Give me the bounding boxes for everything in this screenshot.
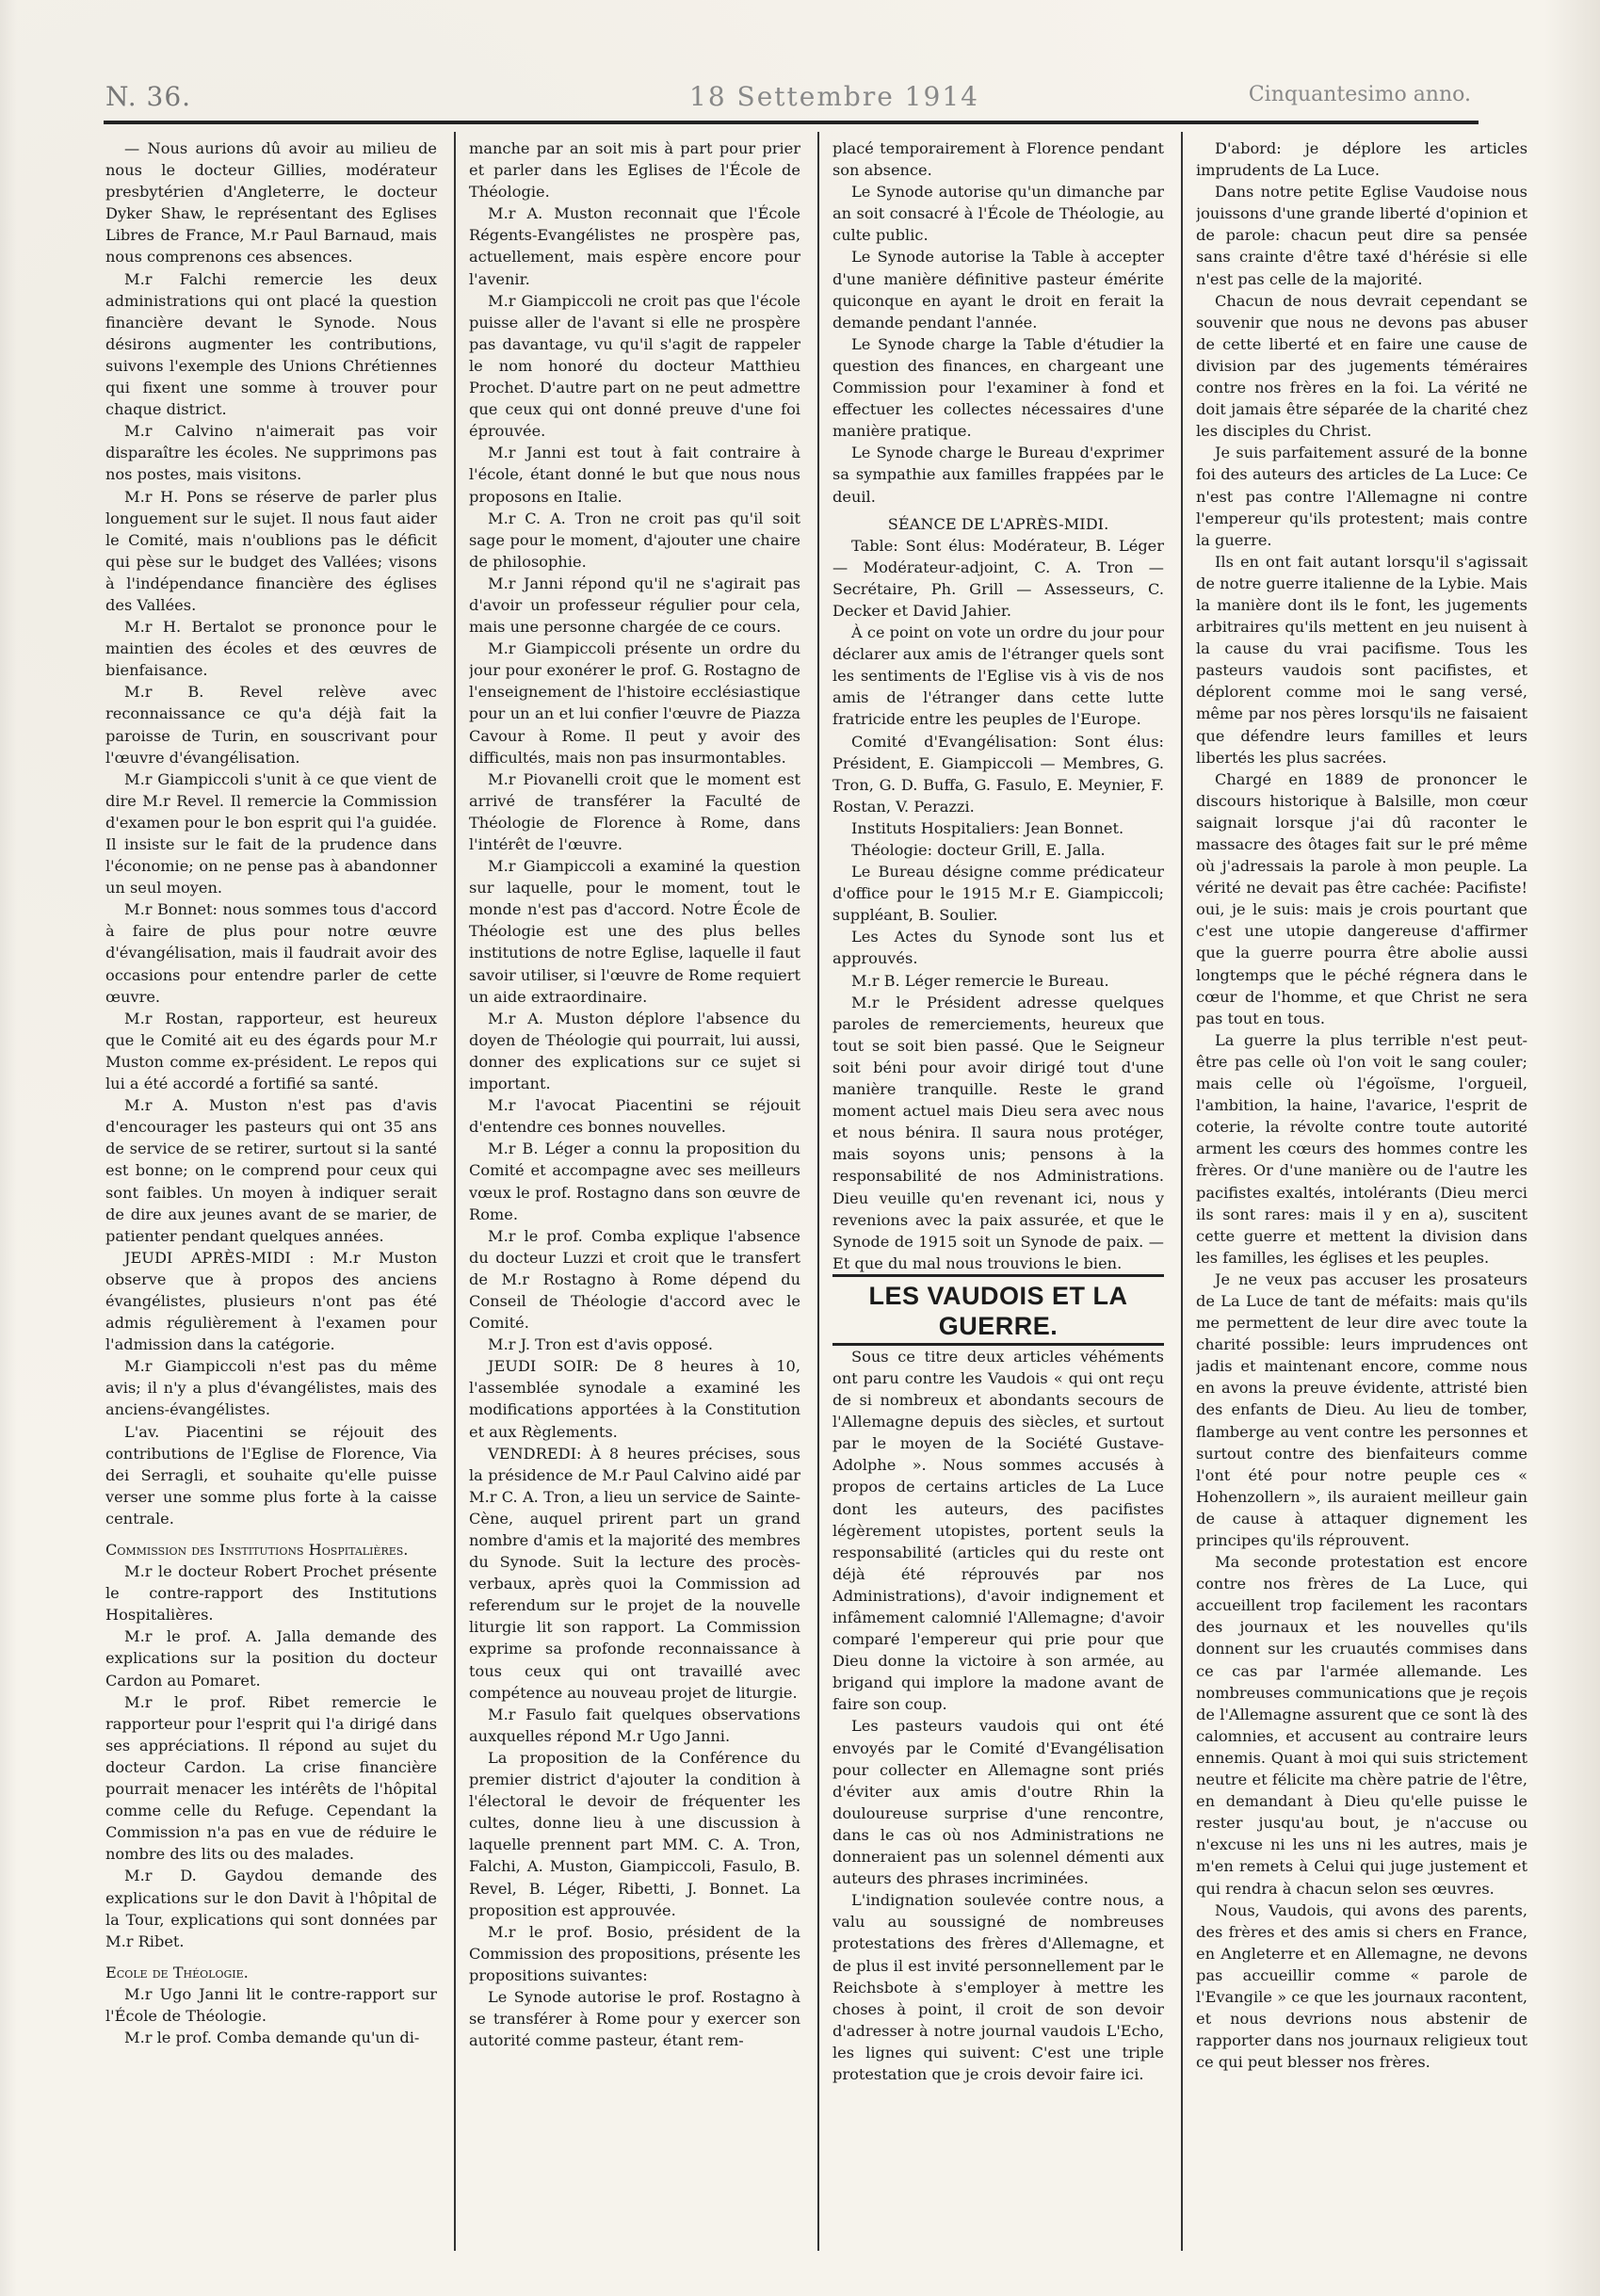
paragraph: M.r le prof. A. Jalla demande des explications sur la position du docteur Cardon au Pomaret. bbox=[105, 1627, 437, 1690]
paragraph: M.r A. Muston reconnait que l'École Régents-Evangélistes ne prospère pas, actuellement, mais espère encore pour l'avenir. bbox=[469, 204, 800, 288]
paragraph: M.r H. Pons se réserve de parler plus longuement sur le sujet. Il nous faut aider le Comité, mais n'oublions pas le déficit qui pèse sur le budget des Vallées; visons à l'indépendance financière des églises des Vallées. bbox=[105, 487, 437, 614]
paragraph: M.r B. Léger a connu la proposition du Comité et accompagne avec ses meilleurs vœux le prof. Rostagno dans son œuvre de Rome. bbox=[469, 1140, 800, 1223]
paragraph: D'abord: je déplore les articles imprudents de La Luce. bbox=[1196, 139, 1527, 180]
paragraph: Les Actes du Synode sont lus et approuvés. bbox=[832, 928, 1164, 968]
paragraph: M.r A. Muston déplore l'absence du doyen de Théologie qui pourrait, lui aussi, donner des explications sur ce sujet si important. bbox=[469, 1009, 800, 1093]
paragraph: M.r Giampiccoli s'unit à ce que vient de dire M.r Revel. Il remercie la Commission d'examen pour le bon esprit qui l'a guidée. Il insiste sur le fait de la prudence dans l'économie; on ne pense pas à abandonner un seul moyen. bbox=[105, 769, 437, 897]
paragraph: — Nous aurions dû avoir au milieu de nous le docteur Gillies, modérateur presbytérien d'Angleterre, le docteur Dyker Shaw, le représentant des Eglises Libres de France, M.r Paul Barnaud, mais nous comprenons ces absences. bbox=[105, 139, 437, 267]
column-2 bbox=[469, 137, 800, 2247]
column-1 bbox=[105, 137, 437, 2247]
paragraph: La proposition de la Conférence du premier district d'ajouter la condition à l'électoral le devoir de fréquenter les cultes, donne lieu à une discussion à laquelle prennent part MM. C. A. Tron, Falchi, A. Muston, Giampiccoli, Fasulo, B. Revel, B. Léger, Ribetti, J. Bonnet. La proposition est approuvée. bbox=[469, 1748, 800, 1919]
paragraph: JEUDI SOIR: De 8 heures à 10, l'assemblée synodale a examiné les modifications apportées à la Constitution et aux Règlements. bbox=[469, 1357, 800, 1441]
paragraph: Le Synode autorise le prof. Rostagno à se transférer à Rome pour y exercer son autorité comme pasteur, étant rem- bbox=[469, 1987, 800, 2050]
paragraph: Les pasteurs vaudois qui ont été envoyés par le Comité d'Evangélisation pour collecter en Allemagne sont priés d'éviter aux amis d'outre Rhin la douloureuse surprise d'une rencontre, dans le cas où nos Administrations ne donneraient pas un solennel démenti aux auteurs des phrases incriminées. bbox=[832, 1717, 1164, 1888]
paragraph: M.r le prof. Comba demande qu'un di- bbox=[124, 2029, 420, 2047]
paragraph: M.r B. Léger remercie le Bureau. bbox=[851, 971, 1109, 990]
paragraph: M.r H. Bertalot se prononce pour le maintien des écoles et des œuvres de bienfaisance. bbox=[105, 618, 437, 680]
column-divider bbox=[817, 132, 819, 2251]
paragraph: Le Synode autorise qu'un dimanche par an soit consacré à l'École de Théologie, au culte public. bbox=[832, 183, 1164, 245]
paragraph: M.r Giampiccoli présente un ordre du jour pour exonérer le prof. G. Rostagno de l'enseignement de l'histoire ecclésiastique pour un an et lui confier l'œuvre de Piazza Cavour à Rome. Il peut y avoir des difficultés, mais non pas insurmontables. bbox=[469, 639, 800, 767]
paragraph: M.r le prof. Ribet remercie le rapporteur pour l'esprit qui l'a dirigé dans ses appréciations. Il répond au sujet du docteur Cardon. La crise financière pourrait menacer les intérêts de l'hôpital comme celle du Refuge. Cependant la Commission n'a pas en vue de réduire le nombre des lits ou des malades. bbox=[105, 1692, 437, 1864]
paragraph: Le Synode charge le Bureau d'exprimer sa sympathie aux familles frappées par le deuil. bbox=[832, 444, 1164, 506]
paragraph: Je ne veux pas accuser les prosateurs de La Luce de tant de méfaits: mais qu'ils me permettent de leur dire avec toute la charité possible: leurs imprudences ont jadis et maintenant encore, comme nous en avons la preuve évidente, attristé bien des enfants de Dieu. Au lieu de tomber, flamberge au vent contre les personnes et surtout contre des bienfaiteurs comme l'ont été pour notre peuple ces « Hohenzollern », ils auraient meilleur gain de cause à attaquer dignement les principes qu'ils réprouvent. bbox=[1196, 1269, 1527, 1549]
paragraph: M.r D. Gaydou demande des explications sur le don Davit à l'hôpital de la Tour, explications qui sont données par M.r Ribet. bbox=[105, 1867, 437, 1950]
paragraph: Théologie: docteur Grill, E. Jalla. bbox=[851, 841, 1106, 859]
paragraph: L'av. Piacentini se réjouit des contributions de l'Eglise de Florence, Via dei Serragli, et souhaite qu'elle puisse verser une somme plus forte à la caisse centrale. bbox=[105, 1422, 437, 1528]
page-edge bbox=[1544, 0, 1600, 2296]
column-4 bbox=[1196, 137, 1527, 2247]
issue-number: N. 36. bbox=[105, 81, 192, 112]
section-heading: Commission des Institutions Hospitalières. bbox=[105, 1541, 409, 1559]
paragraph: Dans notre petite Eglise Vaudoise nous jouissons d'une grande liberté d'opinion et de parole: chacun peut dire sa pensée sans crainte d'être taxé d'hérésie si elle n'est pas celle de la majorité. bbox=[1196, 183, 1527, 288]
paragraph: M.r Calvino n'aimerait pas voir disparaître les écoles. Ne supprimons pas nos postes, mais visitons. bbox=[105, 422, 437, 484]
paragraph: M.r B. Revel relève avec reconnaissance ce qu'a déjà fait la paroisse de Turin, en souscrivant pour l'œuvre d'évangélisation. bbox=[105, 683, 437, 767]
paragraph: M.r C. A. Tron ne croit pas qu'il soit sage pour le moment, d'ajouter une chaire de philosophie. bbox=[469, 509, 800, 571]
issue-date: 18 Settembre 1914 bbox=[689, 81, 979, 112]
paragraph: L'indignation soulevée contre nous, a valu au soussigné de nombreuses protestations des frères d'Allemagne, et de plus il est invité personnellement par le Reichsbote à s'employer à mettre les choses à point, il croit de son devoir d'adresser à notre journal vaudois L'Echo, les lignes qui suivent: C'est une triple protestation que je crois devoir faire ici. bbox=[832, 1891, 1164, 2083]
paragraph: M.r l'avocat Piacentini se réjouit d'entendre ces bonnes nouvelles. bbox=[469, 1096, 800, 1137]
paragraph: M.r Ugo Janni lit le contre-rapport sur l'École de Théologie. bbox=[105, 1984, 437, 2025]
paragraph: Comité d'Evangélisation: Sont élus: Président, E. Giampiccoli — Membres, G. Tron, G. D. Buffa, G. Fasulo, E. Meynier, F. Rostan, V. Perazzi. bbox=[832, 732, 1164, 816]
paragraph: placé temporairement à Florence pendant son absence. bbox=[832, 139, 1164, 180]
paragraph: M.r le docteur Robert Prochet présente le contre-rapport des Institutions Hospitalières. bbox=[105, 1562, 437, 1625]
section-heading: SÉANCE DE L'APRÈS-MIDI. bbox=[887, 514, 1109, 533]
paragraph: Table: Sont élus: Modérateur, B. Léger — Modérateur-adjoint, C. A. Tron — Secrétaire, Ph. Grill — Assesseurs, C. Decker et David Jahier. bbox=[832, 536, 1164, 620]
paragraph: La guerre la plus terrible n'est peut-être pas celle où l'on voit le sang couler; mais celle où l'égoïsme, l'orgueil, l'ambition, la haine, l'avarice, l'esprit de coterie, la révolte contre toute autorité arment les cœurs des hommes contre les frères. Or d'une manière ou de l'autre les pacifistes exaltés, intolérants (Dieu merci ils sont rares: mais il y en a), suscitent cette guerre et mettent la division dans les familles, les églises et les peuples. bbox=[1196, 1030, 1527, 1267]
paragraph: M.r A. Muston n'est pas d'avis d'encourager les pasteurs qui ont 35 ans de service de se retirer, surtout si la santé est bonne; on le comprend pour ceux qui sont faibles. Un moyen à indiquer serait de dire aux jeunes avant de se marier, de patienter pendant quelques années. bbox=[105, 1096, 437, 1245]
paragraph: M.r Giampiccoli ne croit pas que l'école puisse aller de l'avant si elle ne prospère pas davantage, vu qu'il s'agit de rappeler le nom honoré du docteur Matthieu Prochet. D'autre part on ne peut admettre que ceux qui ont donné preuve d'une foi éprouvée. bbox=[469, 291, 800, 441]
paragraph: M.r J. Tron est d'avis opposé. bbox=[488, 1335, 714, 1354]
paragraph: M.r Janni est tout à fait contraire à l'école, étant donné le but que nous nous proposons en Italie. bbox=[469, 444, 800, 506]
paragraph: Sous ce titre deux articles véhéments ont paru contre les Vaudois « qui ont reçu de si nombreux et abondants secours de l'Allemagne depuis des siècles, et surtout par le moyen de la Société Gustave-Adolphe ». Nous sommes accusés à propos de certains articles de La Luce dont les auteurs, des pacifistes légèrement utopistes, portent seuls la responsabilité (articles qui du reste ont déjà été réprouvés par nos Administrations), d'avoir indignement et infâmement calomnié l'Allemagne; d'avoir comparé l'empereur qui prie pour que Dieu donne la victoire à son armée, au brigand qui implore la madone avant de faire son coup. bbox=[832, 1347, 1164, 1714]
paragraph: M.r le Président adresse quelques paroles de remerciements, heureux que tout se soit bien passé. Que le Seigneur soit béni pour avoir dirigé tout d'une manière tranquille. Reste le grand moment actuel mais Dieu sera avec nous et nous bénira. Il saura nous protéger, mais soyons unis; pensons à la responsabilité de nos Administrations. Dieu veuille qu'en revenant ici, nous y revenions avec la paix assurée, et que le Synode de 1915 soit un Synode de paix. — Et que du mal nous trouvions le bien. bbox=[832, 993, 1164, 1272]
paragraph: Ma seconde protestation est encore contre nos frères de La Luce, qui accueillent trop facilement les racontars des journaux et les nouvelles qu'ils donnent sur les cruautés commises dans ce cas par l'armée allemande. Les nombreuses communications que je reçois de l'Allemagne assurent que ce sont là des calomnies, et accusent au contraire leurs ennemis. Quant à moi qui suis strictement neutre et félicite ma chère patrie de l'être, en demandant à Dieu qu'elle puisse le rester jusqu'au bout, je n'accuse ou n'excuse ni les uns ni les autres, mais je m'en remets à Celui qui juge justement et qui rendra à chacun selon ses œuvres. bbox=[1196, 1553, 1527, 1898]
paragraph: M.r Bonnet: nous sommes tous d'accord à faire de plus pour notre œuvre d'évangélisation, mais il faudrait avoir des occasions pour entendre parler de cette œuvre. bbox=[105, 900, 437, 1006]
paragraph: M.r Fasulo fait quelques observations auxquelles répond M.r Ugo Janni. bbox=[469, 1705, 800, 1745]
paragraph: VENDREDI: À 8 heures précises, sous la présidence de M.r Paul Calvino aidé par M.r C. A. Tron, a lieu un service de Sainte-Cène, auquel prirent part un grand nombre d'amis et la majorité des membres du Synode. Suit la lecture des procès-verbaux, après quoi la Commission ad referendum sur le projet de la nouvelle liturgie lit son rapport. La Commission exprime sa profonde reconnaissance à tous ceux qui ont travaillé avec compétence au nouveau projet de liturgie. bbox=[469, 1444, 800, 1702]
paragraph: Chargé en 1889 de prononcer le discours historique à Balsille, mon cœur saignait lorsque j'ai dû raconter le massacre des ôtages fait sur le pré même où j'adressais la parole à mon peuple. La vérité ne devait pas être cachée: Pacifiste! oui, je le suis: mais je crois pourtant que c'est une utopie dangereuse d'affirmer que la guerre pourra être abolie aussi longtemps que le péché régnera dans le cœur de l'homme, et que Christ ne sera pas tout en tous. bbox=[1196, 769, 1527, 1027]
paragraph: M.r le prof. Comba explique l'absence du docteur Luzzi et croit que le transfert de M.r Rostagno à Rome dépend du Conseil de Théologie d'accord avec le Comité. bbox=[469, 1226, 800, 1333]
paragraph: JEUDI APRÈS-MIDI : M.r Muston observe que à propos des anciens évangélistes, plusieurs n'ont pas été admis régulièrement à l'examen pour l'admission dans la catégorie. bbox=[105, 1248, 437, 1354]
paragraph: M.r Giampiccoli n'est pas du même avis; il n'y a plus d'évangélistes, mais des anciens-évangélistes. bbox=[105, 1357, 437, 1419]
page-header bbox=[105, 81, 1471, 122]
publication-year: Cinquantesimo anno. bbox=[1248, 83, 1471, 106]
paragraph: M.r Rostan, rapporteur, est heureux que le Comité ait eu des égards pour M.r Muston comme ex-président. Le repos qui lui a été accordé a fortifié sa santé. bbox=[105, 1009, 437, 1093]
paragraph: Le Synode charge la Table d'étudier la question des finances, en chargeant une Commission pour l'examiner à fond et effectuer les collectes nécessaires d'une manière pratique. bbox=[832, 334, 1164, 441]
paragraph: M.r Falchi remercie les deux administrations qui ont placé la question financière devant le Synode. Nous désirons augmenter les contributions, suivons l'exemple des Unions Chrétiennes qui fixent une somme à trouver pour chaque district. bbox=[105, 269, 437, 419]
paragraph: M.r Giampiccoli a examiné la question sur laquelle, pour le moment, tout le monde n'est pas d'accord. Notre École de Théologie est une des plus belles institutions de notre Eglise, laquelle il faut savoir utiliser, si l'œuvre de Rome requiert un aide extraordinaire. bbox=[469, 857, 800, 1006]
paragraph: M.r le prof. Bosio, président de la Commission des propositions, présente les propositions suivantes: bbox=[469, 1922, 800, 1984]
paragraph: Ils en ont fait autant lorsqu'il s'agissait de notre guerre italienne de la Lybie. Mais la manière dont ils le font, les jugements arbitraires qu'ils mettent en jeu nuisent à la cause du vrai pacifisme. Tous les pasteurs vaudois sont pacifistes, et déplorent comme moi le sang versé, même par nos pères lorsqu'ils ne faisaient que défendre leurs familles et leurs libertés les plus sacrées. bbox=[1196, 552, 1527, 767]
paragraph: Le Bureau désigne comme prédicateur d'office pour le 1915 M.r E. Giampiccoli; suppléant, B. Soulier. bbox=[832, 863, 1164, 925]
section-heading: Ecole de Théologie. bbox=[105, 1963, 249, 1981]
paragraph: M.r Janni répond qu'il ne s'agirait pas d'avoir un professeur régulier pour cela, mais une personne chargée de ce cours. bbox=[469, 574, 800, 637]
paragraph: Je suis parfaitement assuré de la bonne foi des auteurs des articles de La Luce: Ce n'est pas contre l'Allemagne ni contre l'empereur qu'ils protestent; mais contre la guerre. bbox=[1196, 444, 1527, 549]
paragraph: manche par an soit mis à part pour prier et parler dans les Eglises de l'École de Théologie. bbox=[469, 139, 800, 202]
paragraph: Nous, Vaudois, qui avons des parents, des frères et des amis si chers en France, en Angleterre et en Allemagne, ne devons pas accueillir comme « parole de l'Evangile » ce que les journaux racontent, et nous devrions nous abstenir de rapporter dans nos journaux religieux tout ce qui peut blesser nos frères. bbox=[1196, 1900, 1527, 2072]
paragraph: Chacun de nous devrait cependant se souvenir que nous ne devons pas abuser de cette liberté et en faire une cause de division par des jugements téméraires contre nos frères en la foi. La vérité ne doit jamais être séparée de la charité chez les disciples du Christ. bbox=[1196, 291, 1527, 441]
paragraph: Le Synode autorise la Table à accepter d'une manière définitive pasteur émérite quiconque en ayant le droit en ferait la demande pendant l'année. bbox=[832, 248, 1164, 331]
paragraph: M.r Piovanelli croit que le moment est arrivé de transférer la Faculté de Théologie de Florence à Rome, dans l'intérêt de l'œuvre. bbox=[469, 769, 800, 853]
column-divider bbox=[1181, 132, 1183, 2251]
column-3 bbox=[832, 137, 1164, 2247]
header-rule bbox=[104, 121, 1479, 124]
paragraph: Instituts Hospitaliers: Jean Bonnet. bbox=[851, 818, 1124, 837]
paragraph: À ce point on vote un ordre du jour pour déclarer aux amis de l'étranger quels sont les sentiments de l'Eglise vis à vis de nos amis de l'étranger dans cette lutte fratricide entre les peuples de l'Europe. bbox=[832, 623, 1164, 729]
article-headline: LES VAUDOIS ET LA GUERRE. bbox=[832, 1274, 1164, 1346]
column-divider bbox=[454, 132, 456, 2251]
